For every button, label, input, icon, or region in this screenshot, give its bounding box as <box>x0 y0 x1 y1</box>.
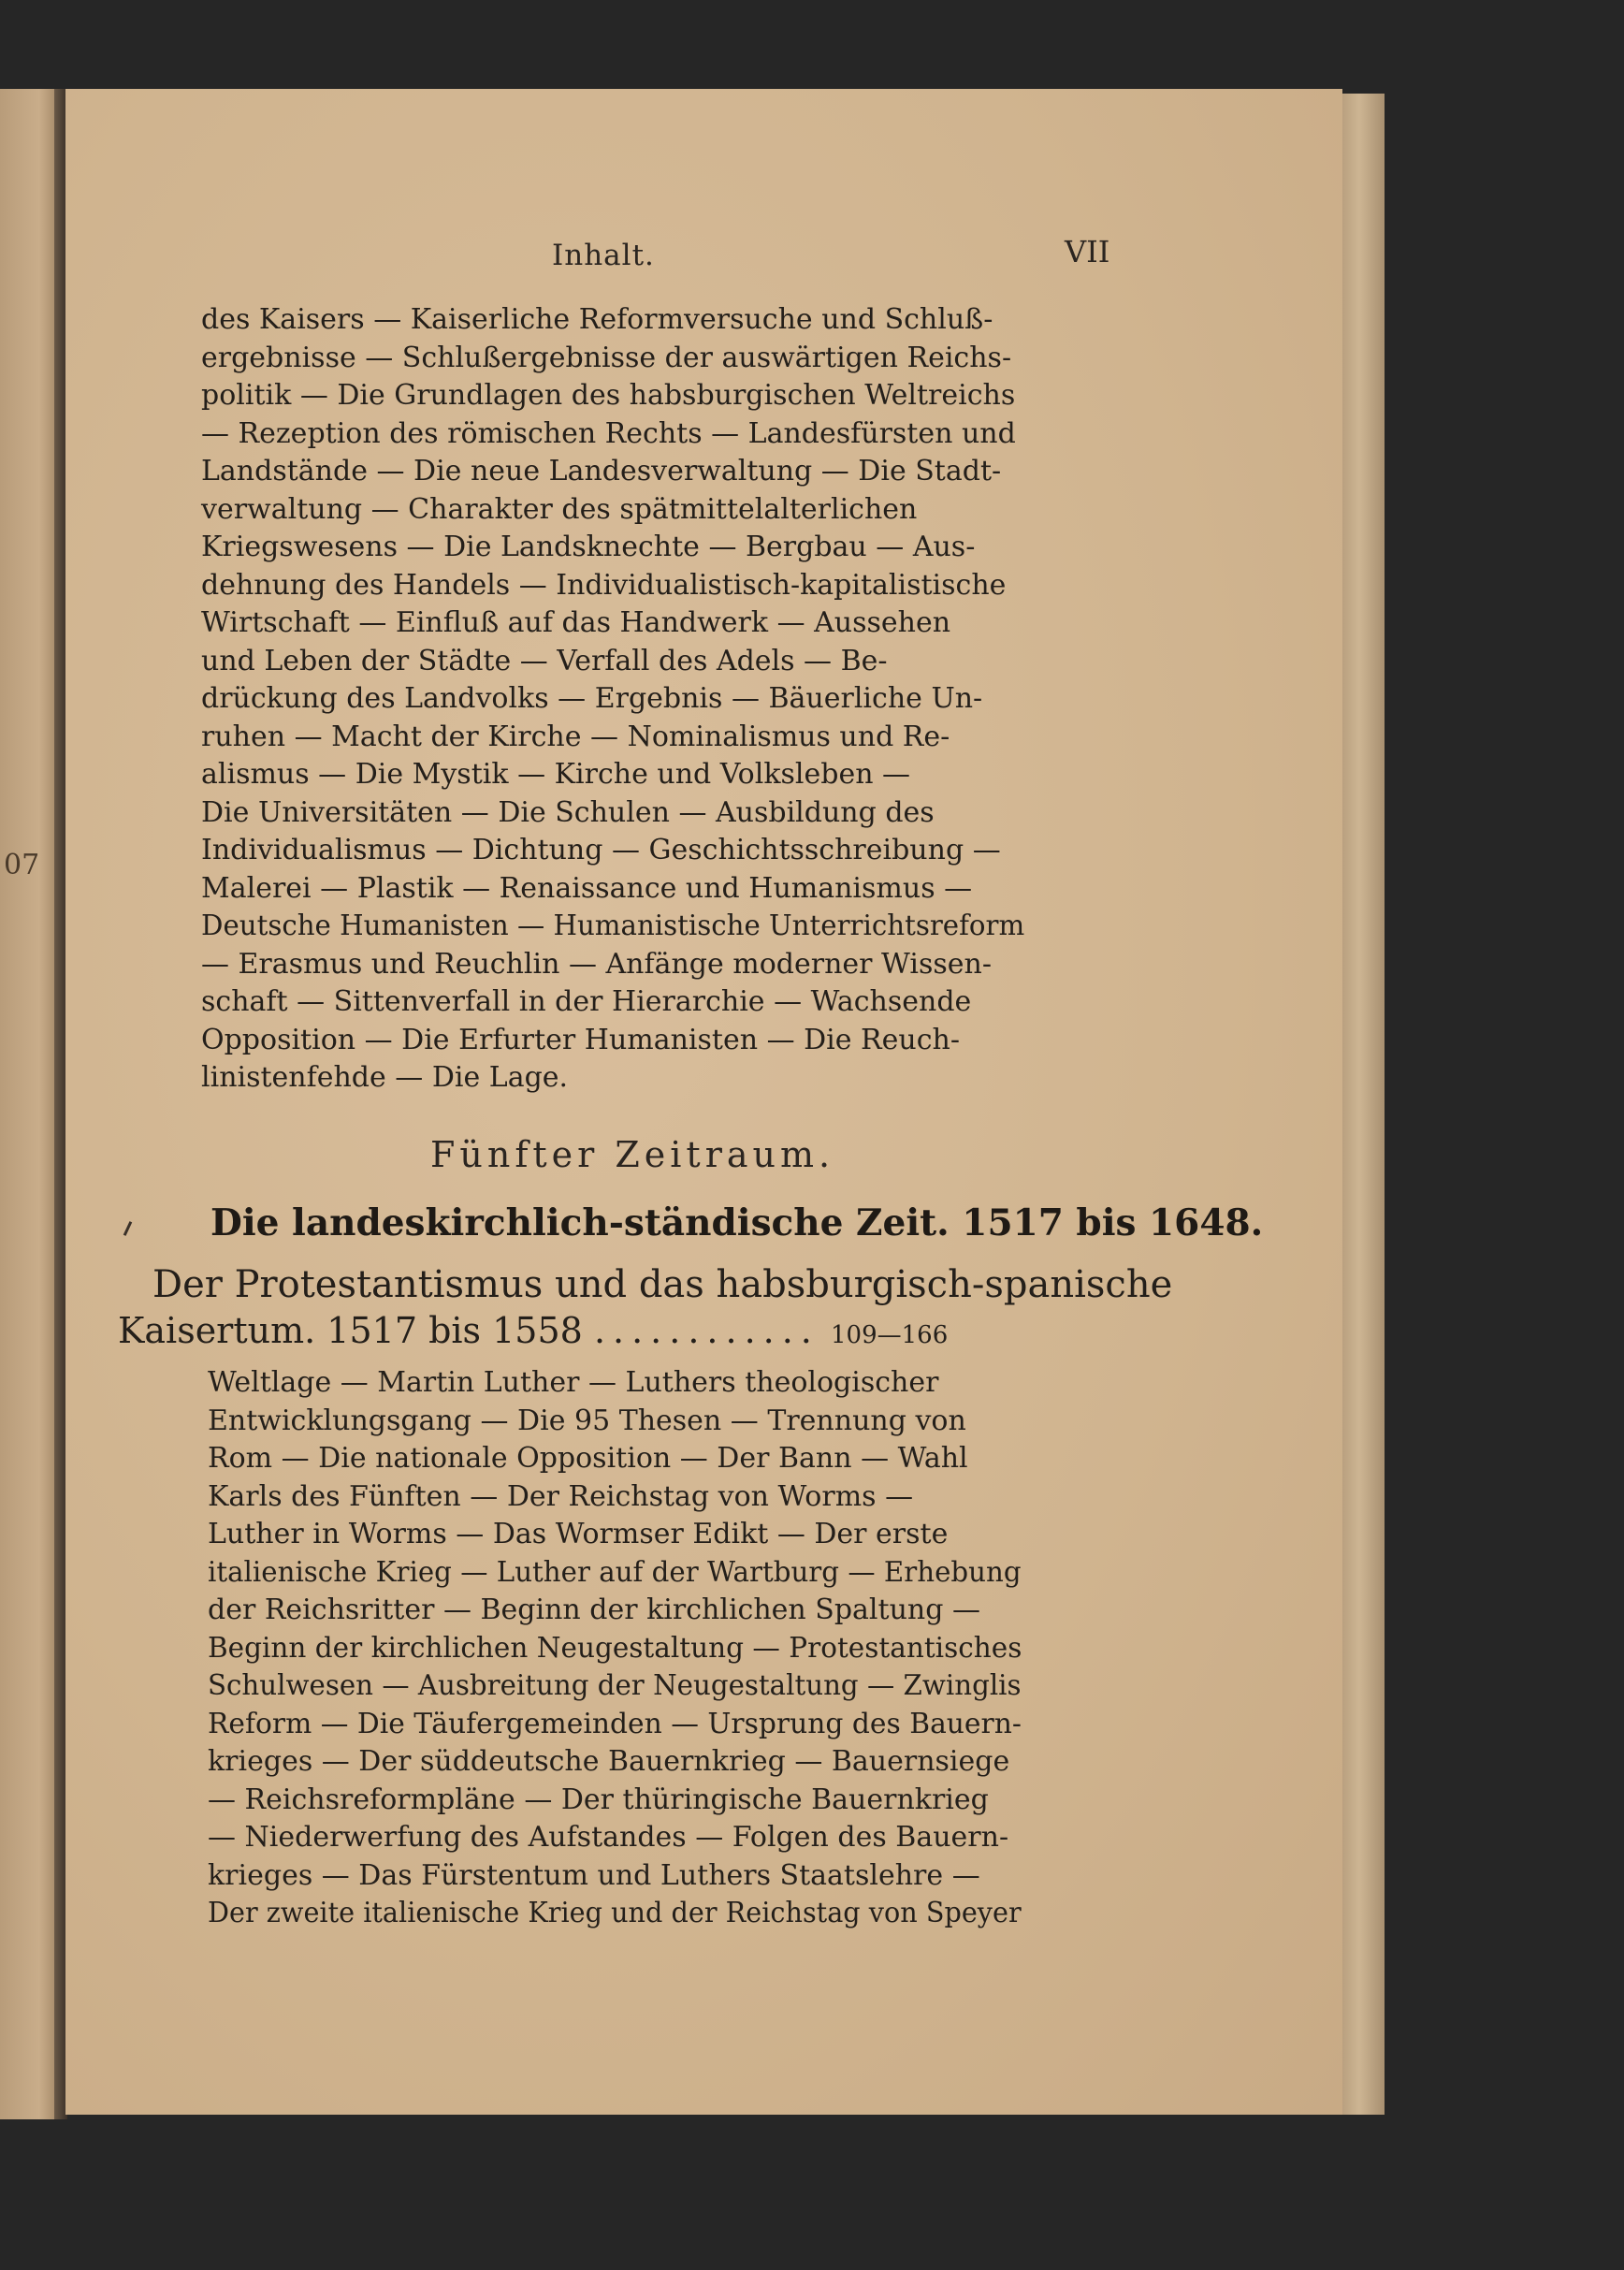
contents-entry-previous <box>201 301 1024 1098</box>
text-line: Entwicklungsgang — Die 95 Thesen — Trennung von <box>208 1404 966 1437</box>
epoch-heading: Die landeskirchlich-ständische Zeit. 1517 bis 1648. <box>210 1201 1264 1244</box>
text-line: — Reichsreformpläne — Der thüringische Bauernkrieg <box>208 1783 989 1816</box>
left-page-number: 07 <box>4 849 40 881</box>
text-line: Malerei — Plastik — Renaissance und Humanismus — <box>201 871 973 905</box>
text-line: linistenfehde — Die Lage. <box>201 1061 569 1094</box>
text-line: ruhen — Macht der Kirche — Nominalismus und Re- <box>201 720 950 753</box>
page-range: 109—166 <box>830 1321 949 1349</box>
text-line: Weltlage — Martin Luther — Luthers theologischer <box>208 1366 939 1399</box>
text-line: Die Universitäten — Die Schulen — Ausbildung des <box>201 795 935 829</box>
text-line: italienische Krieg — Luther auf der Wartburg — Erhebung <box>208 1555 1022 1589</box>
section-title-text: Kaisertum. 1517 bis 1558 <box>118 1310 583 1351</box>
text-line: krieges — Der süddeutsche Bauernkrieg — Bauernsiege <box>208 1745 1010 1778</box>
section-title-line2 <box>118 1310 1128 1351</box>
text-line: Individualismus — Dichtung — Geschichtsschreibung — <box>201 834 1001 866</box>
contents-entry-summary <box>208 1364 1022 1933</box>
text-line: Der zweite italienische Krieg und der Reichstag von Speyer <box>208 1897 1022 1929</box>
page-number: VII <box>1065 234 1110 269</box>
section-title-line1: Der Protestantismus und das habsburgisch-spanische <box>152 1263 1173 1306</box>
text-line: und Leben der Städte — Verfall des Adels — Be- <box>201 644 888 677</box>
text-line: — Niederwerfung des Aufstandes — Folgen des Bauern- <box>208 1821 1009 1854</box>
text-line: Landstände — Die neue Landesverwaltung — Die Stadt- <box>201 455 1002 487</box>
text-line: Beginn der kirchlichen Neugestaltung — Protestantisches <box>208 1631 1022 1665</box>
text-line: Opposition — Die Erfurter Humanisten — Die Reuch- <box>201 1023 960 1056</box>
running-head: Inhalt. <box>552 239 655 272</box>
text-line: Wirtschaft — Einfluß auf das Handwerk — Aussehen <box>201 606 951 639</box>
text-line: — Erasmus und Reuchlin — Anfänge moderner Wissen- <box>201 947 992 981</box>
text-line: ergebnisse — Schlußergebnisse der auswärtigen Reichs- <box>201 341 1012 374</box>
text-line: Reform — Die Täufergemeinden — Ursprung des Bauern- <box>208 1707 1022 1740</box>
text-line: — Rezeption des römischen Rechts — Landesfürsten und <box>201 416 1016 450</box>
text-line: politik — Die Grundlagen des habsburgischen Weltreichs <box>201 379 1016 412</box>
period-heading: Fünfter Zeitraum. <box>430 1134 835 1175</box>
text-line: schaft — Sittenverfall in der Hierarchie — Wachsende <box>201 985 972 1018</box>
leader-dots: ............ <box>593 1310 819 1351</box>
text-line: verwaltung — Charakter des spätmittelalterlichen <box>201 492 918 526</box>
text-line: Schulwesen — Ausbreitung der Neugestaltung — Zwinglis <box>208 1669 1022 1702</box>
text-line: alismus — Die Mystik — Kirche und Volksleben — <box>201 758 911 791</box>
text-line: der Reichsritter — Beginn der kirchlichen Spaltung — <box>208 1593 980 1626</box>
text-line: krieges — Das Fürstentum und Luthers Staatslehre — <box>208 1858 980 1892</box>
text-line: Karls des Fünften — Der Reichstag von Worms — <box>208 1479 914 1513</box>
text-line: Deutsche Humanisten — Humanistische Unterrichtsreform <box>201 909 1025 942</box>
text-line: Rom — Die nationale Opposition — Der Bann — Wahl <box>208 1442 968 1475</box>
text-line: des Kaisers — Kaiserliche Reformversuche und Schluß- <box>201 303 993 336</box>
text-line: dehnung des Handels — Individualistisch-kapitalistische <box>201 568 1007 602</box>
text-line: Kriegswesens — Die Landsknechte — Bergbau — Aus- <box>201 531 976 563</box>
text-line: Luther in Worms — Das Wormser Edikt — Der erste <box>208 1518 949 1550</box>
page-edge <box>1342 94 1385 2115</box>
left-page-edge <box>0 89 56 2119</box>
text-line: drückung des Landvolks — Ergebnis — Bäuerliche Un- <box>201 682 983 715</box>
